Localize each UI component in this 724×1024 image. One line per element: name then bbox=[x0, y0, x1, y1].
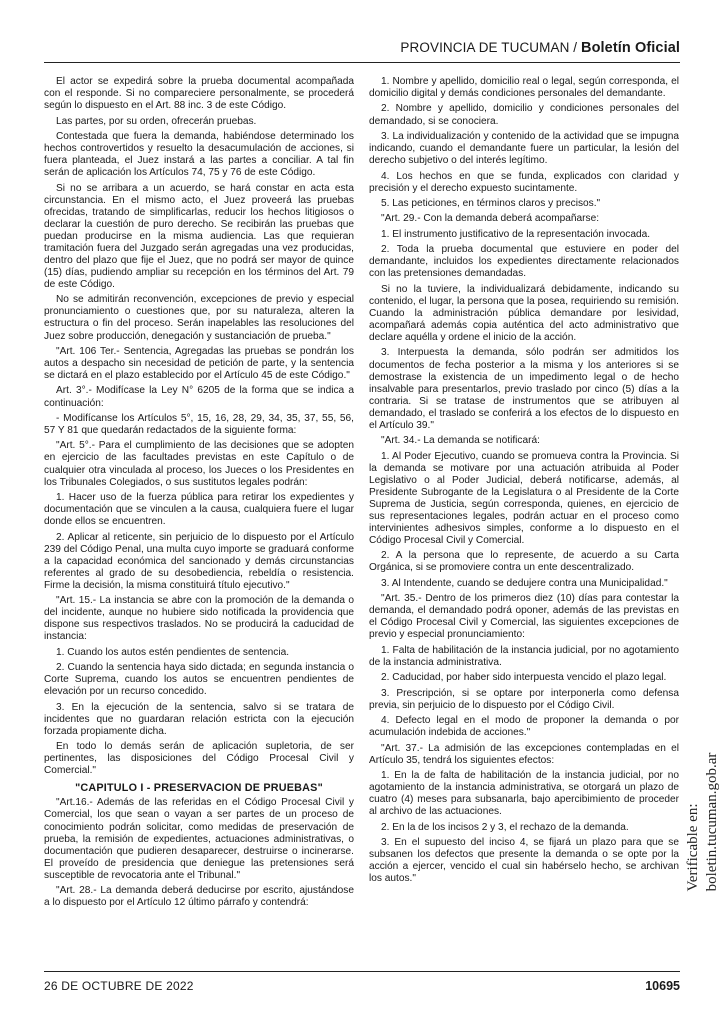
paragraph: 3. En el supuesto del inciso 4, se fijará un plazo para que se subsanen los defectos que presente la demanda o se opte por la acción a ejercer, vencido el cual sin habérselo hecho, se archivan los autos." bbox=[369, 837, 679, 885]
paragraph: 3. En la ejecución de la sentencia, salvo si se tratara de incidentes que no guardaran relación estricta con la ejecución forzada propiamente dicha. bbox=[44, 701, 354, 737]
paragraph: 1. Nombre y apellido, domicilio real o legal, según corresponda, el domicilio digital y demás condiciones personales del demandante. bbox=[369, 76, 679, 100]
left-column bbox=[44, 76, 354, 913]
paragraph: 2. Aplicar al reticente, sin perjuicio de lo dispuesto por el Artículo 239 del Código Penal, una multa cuyo importe se graduará conforme a la capacidad económica del sancionado y demás circunstancias referentes al grado de su desobediencia, rebeldía o resistencia. Firme la decisión, la misma constituirá título ejecutivo." bbox=[44, 531, 354, 591]
paragraph: Las partes, por su orden, ofrecerán pruebas. bbox=[56, 115, 257, 127]
paragraph: 2. A la persona que lo represente, de acuerdo a su Carta Orgánica, si se promoviere contra un ente descentralizado. bbox=[369, 550, 679, 574]
paragraph: - Modifícanse los Artículos 5°, 15, 16, 28, 29, 34, 35, 37, 55, 56, 57 Y 81 que quedarán redactados de la siguiente forma: bbox=[44, 412, 354, 436]
paragraph: 3. Al Intendente, cuando se dedujere contra una Municipalidad." bbox=[381, 577, 668, 589]
paragraph: "Art.16.- Además de las referidas en el Código Procesal Civil y Comercial, los que sean o vayan a ser partes de un proceso de conocimiento podrán solicitar, como medidas de preservación de prueba, la remisión de expedientes, actuaciones administrativas, o documentación que pudieren desaparecer, destruirse o incinerarse. El proveído de presidencia que deniegue las pretensiones será susceptible de revocatoria ante el Tribunal." bbox=[44, 797, 354, 881]
paragraph: Contestada que fuera la demanda, habiéndose determinado los hechos controvertidos y resuelto la desacumulación de acciones, si fuera planteada, el Juez instará a las partes a conciliar. A tal fin serán de aplicación los Artículos 74, 75 y 76 de este Código. bbox=[44, 130, 354, 179]
province-name: PROVINCIA DE TUCUMAN / bbox=[400, 40, 581, 55]
paragraph: No se admitirán reconvención, excepciones de previo y especial pronunciamiento o cuestiones que, por su naturaleza, alteren la estructura o fin del proceso. Serán inapelables las resoluciones del Juez sobre producción, denegación y sustanciación de prueba." bbox=[44, 294, 354, 342]
paragraph: El actor se expedirá sobre la prueba documental acompañada con el responde. Si no compareciere personalmente, se procederá según lo dispuesto en el Art. 88 inc. 3 de este Código. bbox=[44, 76, 354, 112]
right-column bbox=[369, 76, 679, 889]
paragraph: "Art. 15.- La instancia se abre con la promoción de la demanda o del incidente, aunque no hubiere sido notificada la providencia que dispone sus respectivos traslados. No se producirá la caducidad de instancia: bbox=[44, 595, 354, 643]
paragraph: 1. El instrumento justificativo de la representación invocada. bbox=[381, 228, 651, 240]
paragraph: 3. La individualización y contenido de la actividad que se impugna indicando, cuando el demandante fuere un particular, la lesión del derecho subjetivo o del interés legítimo. bbox=[369, 130, 679, 167]
paragraph: "Art. 35.- Dentro de los primeros diez (10) días para contestar la demanda, el demandado podrá oponer, además de las previstas en el Código Procesal Civil y Comercial, las siguientes excepciones de previo y especial pronunciamiento: bbox=[369, 593, 679, 641]
paragraph: En todo lo demás serán de aplicación supletoria, de ser pertinentes, las disposiciones del Código Procesal Civil y Comercial." bbox=[44, 741, 354, 777]
paragraph: 1. Hacer uso de la fuerza pública para retirar los expedientes y documentación que se vinculen a la causa, cualquiera fuere el lugar donde ellos se encuentren. bbox=[44, 492, 354, 528]
paragraph: "Art. 106 Ter.- Sentencia, Agregadas las pruebas se pondrán los autos a despacho sin necesidad de petición de parte, y la sentencia se dictará en el plazo establecido por el Artículo 45 de este Código." bbox=[44, 345, 354, 382]
paragraph: Art. 3°.- Modifícase la Ley N° 6205 de la forma que se indica a continuación: bbox=[44, 385, 354, 409]
header-title bbox=[400, 40, 680, 56]
paragraph: "Art. 37.- La admisión de las excepciones contempladas en el Artículo 35, tendrá los siguientes efectos: bbox=[369, 742, 679, 766]
paragraph: "Art. 29.- Con la demanda deberá acompañarse: bbox=[381, 213, 600, 225]
verification-note bbox=[684, 753, 722, 892]
paragraph: Si no la tuviere, la individualizará debidamente, indicando su contenido, el lugar, la persona que la posea, requiriendo su remisión. Cuando la administración pública demandare por lesividad, acompañará además copia auténtica del acto administrativo que declare aquélla y ordene el inicio de la acción. bbox=[369, 283, 679, 344]
paragraph: "Art. 5°.- Para el cumplimiento de las decisiones que se adopten en ejercicio de las facultades previstas en este Capítulo o de cualquier otra vinculada al proceso, los Jueces o los Presidentes en los Tribunales Colegiados, o sus sustitutos legales podrán: bbox=[44, 440, 354, 488]
paragraph: 1. En la de falta de habilitación de la instancia judicial, por no agotamiento de la instancia administrativa, se otorgará un plazo de cuatro (4) meses para subsanarla, bajo apercibimiento de proceder al archivo de las actuaciones. bbox=[369, 770, 679, 818]
page-header bbox=[44, 40, 680, 64]
paragraph: "Art. 28.- La demanda deberá deducirse por escrito, ajustándose a lo dispuesto por el Artículo 12 último párrafo y contendrá: bbox=[44, 885, 354, 909]
paragraph: 3. Prescripción, si se optare por interponerla como defensa previa, sin perjuicio de lo dispuesto por el Código Civil. bbox=[369, 687, 679, 711]
paragraph: 1. Falta de habilitación de la instancia judicial, por no agotamiento de la instancia administrativa. bbox=[369, 644, 679, 668]
paragraph: 2. Cuando la sentencia haya sido dictada; en segunda instancia o Corte Suprema, cuando los autos se encuentren pendientes de elevación por un recurso concedido. bbox=[44, 662, 354, 698]
footer-date: 26 DE OCTUBRE DE 2022 bbox=[44, 979, 194, 993]
paragraph: 2. Caducidad, por haber sido interpuesta vencido el plazo legal. bbox=[381, 672, 667, 684]
paragraph: 5. Las peticiones, en términos claros y precisos." bbox=[381, 197, 601, 209]
paragraph: "Art. 34.- La demanda se notificará: bbox=[381, 435, 540, 447]
footer-rule bbox=[44, 971, 680, 972]
paragraph: 1. Al Poder Ejecutivo, cuando se promueva contra la Provincia. Si la demanda se motivare por una actuación atribuida al Poder Legislativo o al Poder Judicial, deberá notificarse, además, al Presidente Subrogante de la Legislatura o al Presidente de la Corte Suprema de Justicia, según corresponda, quienes, en ejercicio de sus representaciones legales, podrán actuar en el proceso como intervinientes adhesivos simples, conforme a lo dispuesto en el Código Procesal Civil y Comercial. bbox=[369, 450, 679, 546]
paragraph: 3. Interpuesta la demanda, sólo podrán ser admitidos los documentos de fecha posterior a la misma y los anteriores si se demostrase la existencia de un impedimento legal o de hecho insalvable para presentarlos, previo traslado por cinco (5) días a la contraria. Si se tratase de instrumentos que se atribuyen al demandado, el traslado se conferirá a los efectos de lo dispuesto en el Artículo 39." bbox=[369, 347, 679, 431]
paragraph: 4. Los hechos en que se funda, explicados con claridad y precisión y el derecho expuesto sucintamente. bbox=[369, 170, 679, 194]
paragraph: Si no se arribara a un acuerdo, se hará constar en acta esta circunstancia. En el mismo acto, el Juez proveerá las pruebas ofrecidas, tratando de simplificarlas, reducir los hechos litigiosos o declarar la cuestión de puro derecho. Se recibirán las pruebas que puedan producirse en la misma audiencia. Las que requieran tramitación fuera del Juzgado serán agregadas una vez producidas, dentro del plazo que fije el Juez, que no podrá ser mayor de quince (15) días, pudiendo ampliar su recepción en los términos del Art. 79 de este Código. bbox=[44, 182, 354, 290]
paragraph: 4. Defecto legal en el modo de proponer la demanda o por acumulación indebida de acciones." bbox=[369, 715, 679, 739]
section-heading: "CAPITULO I - PRESERVACION DE PRUEBAS" bbox=[75, 782, 323, 795]
verification-label: Verificable en: bbox=[685, 803, 701, 892]
paragraph: 2. Nombre y apellido, domicilio y condiciones personales del demandado, si se conociera. bbox=[369, 103, 679, 127]
verification-url: boletin.tucuman.gob.ar bbox=[704, 752, 720, 892]
page-number: 10695 bbox=[645, 979, 680, 993]
publication-name: Boletín Oficial bbox=[581, 40, 680, 56]
header-rule bbox=[44, 62, 680, 63]
paragraph: 2. En la de los incisos 2 y 3, el rechazo de la demanda. bbox=[381, 821, 629, 833]
paragraph: 1. Cuando los autos estén pendientes de sentencia. bbox=[56, 646, 290, 658]
paragraph: 2. Toda la prueba documental que estuviere en poder del demandante, incluidos los expedientes directamente relacionados con las pretensiones demandadas. bbox=[369, 244, 679, 280]
